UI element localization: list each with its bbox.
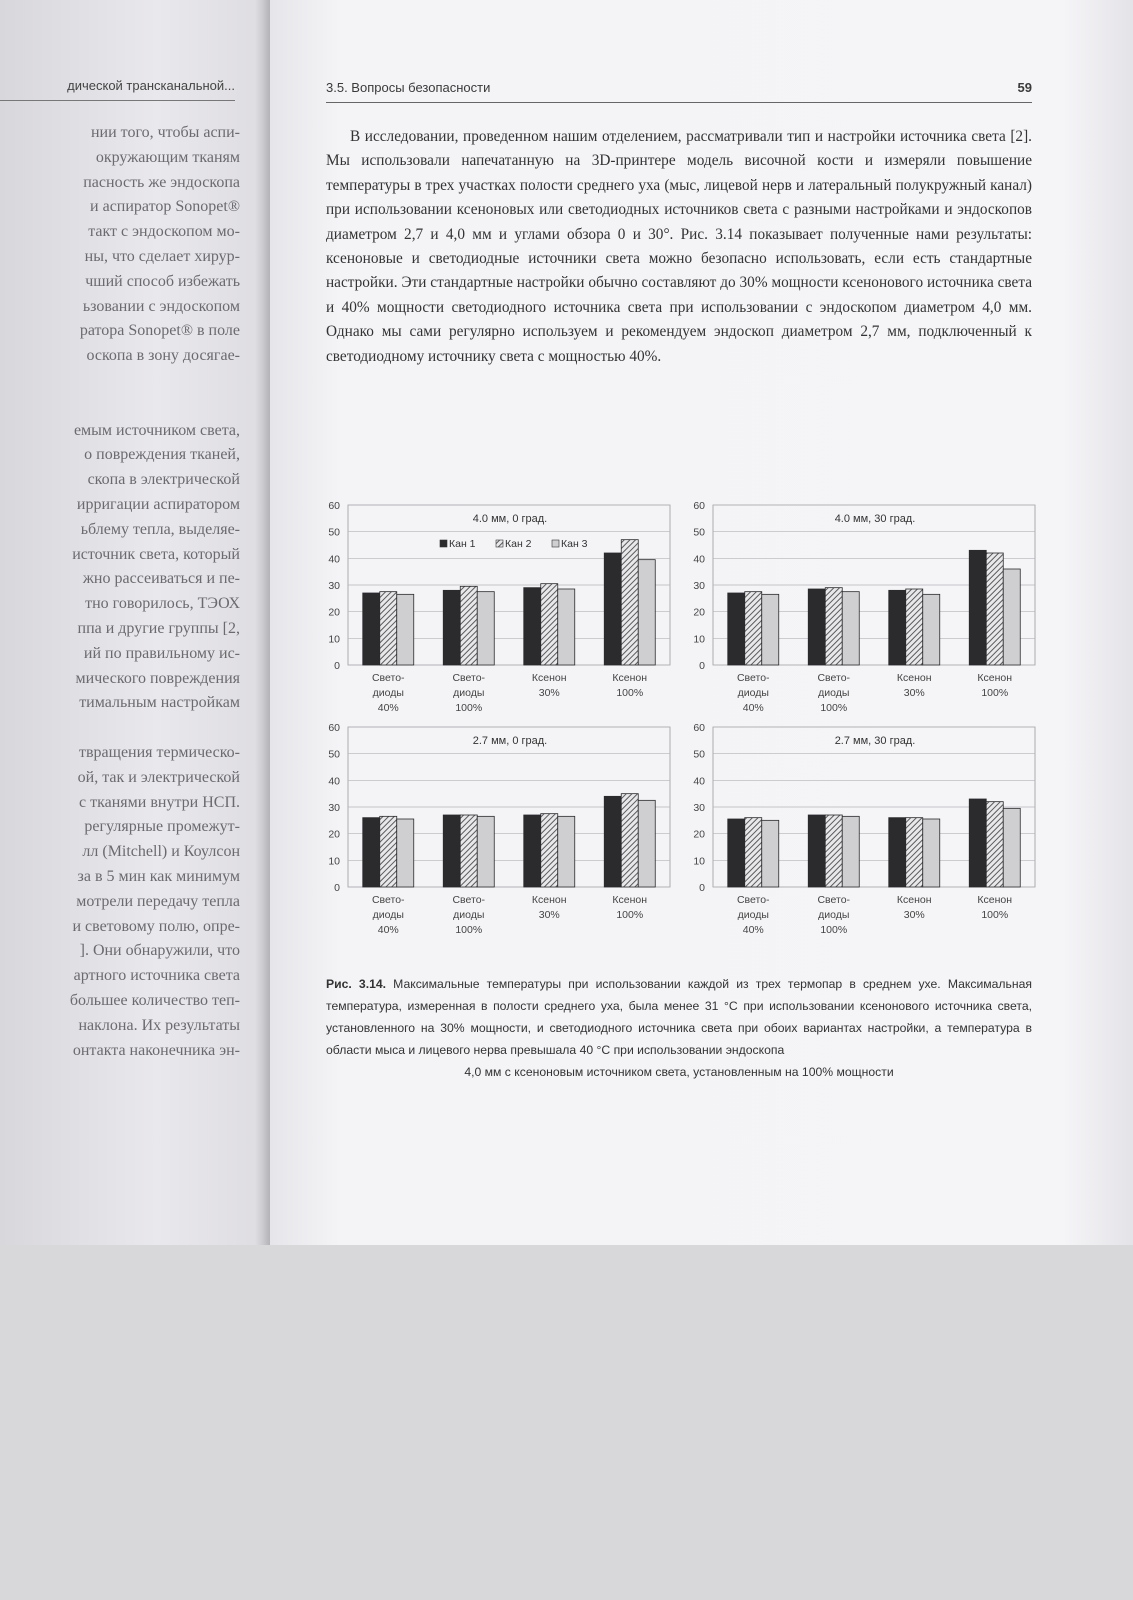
left-page-line: и световому полю, опре- [72, 917, 240, 935]
bar [621, 794, 638, 887]
y-tick-label: 50 [328, 748, 340, 761]
y-tick-label: 30 [693, 580, 705, 592]
left-page-line: такт с эндоскопом мо- [88, 223, 240, 241]
bar [477, 816, 494, 887]
y-tick-label: 10 [328, 633, 340, 646]
x-category-label: Ксенон [531, 894, 567, 906]
y-tick-label: 0 [699, 660, 705, 672]
bar [762, 594, 779, 665]
x-category-label: 40% [377, 702, 399, 714]
left-page-line: ьзовании с эндоскопом [82, 297, 240, 315]
left-page-line: ны, что сделает хирур- [84, 248, 240, 265]
y-tick-label: 10 [328, 855, 340, 868]
bar [889, 590, 906, 665]
left-page-line: и аспиратор Sonopet® [90, 198, 240, 216]
x-category-label: 40% [377, 924, 399, 936]
left-page-line: с тканями внутри НСП. [79, 793, 240, 811]
bar [762, 820, 779, 887]
x-category-label: 30% [903, 909, 925, 921]
x-category-label: диоды [453, 687, 485, 699]
bar [906, 818, 923, 887]
left-page-line: за в 5 мин как минимум [77, 868, 240, 885]
y-tick-label: 0 [699, 882, 705, 894]
figure-caption [326, 973, 1032, 1083]
left-page-line: артного источника света [73, 967, 240, 985]
left-page-line: пасность же эндоскопа [83, 173, 240, 191]
x-category-label: 100% [981, 687, 1009, 699]
bar [397, 819, 414, 887]
left-page-line: лл (Mitchell) и Коулсон [82, 843, 240, 861]
chart-title: 2.7 мм, 0 град. [472, 735, 548, 747]
bar [808, 589, 825, 665]
x-category-label: 100% [981, 909, 1009, 921]
y-tick-label: 50 [328, 526, 340, 539]
bar [604, 796, 621, 887]
left-page-line: ирригации аспиратором [76, 496, 240, 513]
y-tick-label: 20 [328, 606, 340, 619]
bar [1003, 569, 1020, 665]
y-tick-label: 0 [334, 660, 340, 672]
x-category-label: 30% [538, 687, 560, 699]
x-category-label: диоды [818, 687, 850, 699]
y-tick-label: 20 [693, 828, 705, 841]
y-tick-label: 60 [693, 500, 705, 512]
bar [745, 592, 762, 665]
bar [443, 815, 460, 887]
x-category-label: Свето- [452, 672, 486, 684]
bar [363, 593, 380, 665]
bar [808, 815, 825, 887]
caption-text: Максимальные температуры при использовании каждой из трех термопар в среднем ухе. Максимальная температура, измеренная в полости среднего уха, была менее 31 °C при использовании ксенонового источника света, установленного на 30% мощности, и светодиодного источника света при обоих вариантах настройки, а температура в области мыса и лицевого нерва превышала 40 °C при использовании эндоскопа [326, 977, 1032, 1057]
x-category-label: Свето- [817, 672, 851, 684]
bar [906, 589, 923, 665]
body-paragraph: В исследовании, проведенном нашим отделением, рассматривали тип и настройки источника света [2]. Мы использовали напечатанную на 3D-принтере модель височной кости и измеряли повышение температуры в трех участках полости среднего уха (мыс, лицевой нерв и латеральный полукружный канал) при использовании ксеноновых или светодиодных источников света с разными настройками и эндоскопов диаметром 2,7 и 4,0 мм и углами обзора 0 и 30°. Рис. 3.14 показывает полученные нами результаты: ксеноновые и светодиодные источники света можно безопасно использовать, если есть стандартные настройки. Эти стандартные настройки обычно составляют до 30% мощности ксенонового источника света и 40% мощности светодиодного источника света при использовании с эндоскопом диаметром 4,0 мм. Однако мы сами регулярно используем и рекомендуем эндоскоп диаметром 2,7 мм, подключенный к светодиодному источнику света с мощностью 40%. [326, 128, 1032, 365]
bar [524, 588, 541, 665]
chart-title: 4.0 мм, 30 град. [834, 513, 916, 525]
x-category-label: Ксенон [896, 672, 932, 684]
x-category-label: диоды [818, 909, 850, 921]
x-category-label: 100% [820, 702, 848, 714]
bar [460, 586, 477, 665]
bar [638, 560, 655, 665]
bar [558, 589, 575, 665]
bar [745, 818, 762, 887]
x-category-label: 100% [616, 687, 644, 699]
x-category-label: Ксенон [977, 672, 1013, 684]
running-head [326, 80, 1032, 103]
bar [397, 594, 414, 665]
scan-background [0, 1245, 1133, 1600]
bar [986, 802, 1003, 887]
bar [541, 814, 558, 887]
left-page-line: регулярные промежут- [84, 818, 240, 836]
left-page-line: емым источником света, [73, 421, 240, 439]
figure-3-14 [310, 497, 1050, 947]
x-category-label: диоды [737, 909, 769, 921]
x-category-label: Ксенон [896, 894, 932, 906]
y-tick-label: 60 [693, 722, 705, 734]
bar [825, 815, 842, 887]
y-tick-label: 30 [328, 580, 340, 592]
x-category-label: 40% [742, 924, 764, 936]
x-category-label: 30% [903, 687, 925, 699]
chart-4mm-0deg-svg [310, 497, 680, 722]
bar [380, 592, 397, 665]
legend-label: Кан 1 [449, 538, 476, 550]
chart-4mm-0deg [310, 497, 680, 722]
bar [524, 815, 541, 887]
left-page-line: скопа в электрической [87, 471, 240, 489]
x-category-label: Свето- [452, 894, 486, 906]
left-page-line: твращения термическо- [78, 744, 240, 761]
bar [380, 816, 397, 887]
chart-4mm-30deg [675, 497, 1045, 722]
x-category-label: 100% [820, 924, 848, 936]
y-tick-label: 0 [334, 882, 340, 894]
bar [1003, 808, 1020, 887]
x-category-label: Свето- [371, 672, 405, 684]
y-tick-label: 50 [693, 526, 705, 539]
right-page [270, 0, 1133, 1245]
left-page-line: нии того, чтобы аспи- [90, 124, 240, 141]
legend-label: Кан 3 [561, 538, 588, 550]
left-page-line: жно рассеиваться и пе- [82, 570, 240, 588]
left-page-line: о повреждения тканей, [84, 446, 240, 464]
y-tick-label: 40 [693, 775, 705, 788]
x-category-label: диоды [737, 687, 769, 699]
bar [541, 584, 558, 665]
legend-swatch [552, 540, 559, 547]
x-category-label: диоды [372, 687, 404, 699]
chart-2-7mm-30deg-svg [675, 719, 1045, 944]
bar [621, 540, 638, 665]
bar [728, 593, 745, 665]
y-tick-label: 60 [328, 500, 340, 512]
y-tick-label: 40 [693, 553, 705, 566]
chart-title: 4.0 мм, 0 град. [472, 513, 548, 525]
chart-2-7mm-0deg-svg [310, 719, 680, 944]
bar [969, 799, 986, 887]
left-page-line: ьблему тепла, выделяе- [80, 520, 240, 538]
x-category-label: Свето- [736, 894, 770, 906]
x-category-label: 100% [616, 909, 644, 921]
left-running-head: дической трансканальной... [0, 78, 235, 101]
left-page-line: источник света, который [72, 545, 240, 563]
x-category-label: 40% [742, 702, 764, 714]
bar [986, 553, 1003, 665]
bar [443, 590, 460, 665]
left-page-line: оскопа в зону досягае- [86, 347, 240, 365]
bar [363, 818, 380, 887]
bar [460, 815, 477, 887]
x-category-label: Ксенон [612, 894, 648, 906]
left-page-line: ]. Они обнаружили, что [79, 942, 240, 960]
chart-title: 2.7 мм, 30 град. [834, 735, 916, 747]
chart-4mm-30deg-svg [675, 497, 1045, 722]
caption-label: Рис. 3.14. [326, 977, 387, 991]
bar [969, 550, 986, 665]
chart-2-7mm-30deg [675, 719, 1045, 944]
left-page-line: онтакта наконечника эн- [72, 1041, 240, 1059]
legend-label: Кан 2 [505, 538, 532, 550]
left-page-line: тимальным настройкам [79, 694, 240, 712]
bar [558, 816, 575, 887]
y-tick-label: 50 [693, 748, 705, 761]
legend-swatch [496, 540, 503, 547]
x-category-label: 100% [455, 702, 483, 714]
left-page [0, 0, 285, 1245]
left-page-line: ий по правильному ис- [83, 644, 240, 662]
x-category-label: Свето- [817, 894, 851, 906]
bar [842, 592, 859, 665]
bar [477, 592, 494, 665]
bar [638, 800, 655, 887]
left-page-line: мотрели передачу тепла [76, 892, 240, 910]
x-category-label: 100% [455, 924, 483, 936]
x-category-label: Ксенон [612, 672, 648, 684]
y-tick-label: 20 [693, 606, 705, 619]
y-tick-label: 40 [328, 775, 340, 788]
y-tick-label: 20 [328, 828, 340, 841]
left-page-line: чший способ избежать [85, 272, 240, 290]
chart-2-7mm-0deg [310, 719, 680, 944]
left-page-line: ппа и другие группы [2, [77, 620, 240, 637]
y-tick-label: 60 [328, 722, 340, 734]
bar [825, 588, 842, 665]
left-page-line: большее количество теп- [69, 992, 240, 1009]
legend-swatch [440, 540, 447, 547]
bar [604, 553, 621, 665]
bar [889, 818, 906, 887]
y-tick-label: 10 [693, 633, 705, 646]
left-page-line: ой, так и электрической [77, 768, 240, 786]
left-page-line: мического повреждения [75, 669, 240, 687]
y-tick-label: 30 [328, 802, 340, 814]
x-category-label: Свето- [736, 672, 770, 684]
x-category-label: Ксенон [531, 672, 567, 684]
bar [923, 819, 940, 887]
left-page-line: окружающим тканям [95, 148, 240, 166]
bar [728, 819, 745, 887]
section-title: 3.5. Вопросы безопасности [326, 80, 491, 95]
left-page-line: тно говорилось, ТЭОХ [85, 595, 240, 613]
x-category-label: диоды [453, 909, 485, 921]
bar [923, 594, 940, 665]
caption-last-line: 4,0 мм с ксеноновым источником света, установленным на 100% мощности [464, 1065, 894, 1079]
y-tick-label: 30 [693, 802, 705, 814]
page-number: 59 [1017, 80, 1032, 95]
x-category-label: Свето- [371, 894, 405, 906]
left-page-line: ратора Sonopet® в поле [79, 322, 240, 340]
x-category-label: Ксенон [977, 894, 1013, 906]
y-tick-label: 10 [693, 855, 705, 868]
left-page-line: наклона. Их результаты [78, 1016, 240, 1034]
y-tick-label: 40 [328, 553, 340, 566]
x-category-label: диоды [372, 909, 404, 921]
bar [842, 816, 859, 887]
x-category-label: 30% [538, 909, 560, 921]
